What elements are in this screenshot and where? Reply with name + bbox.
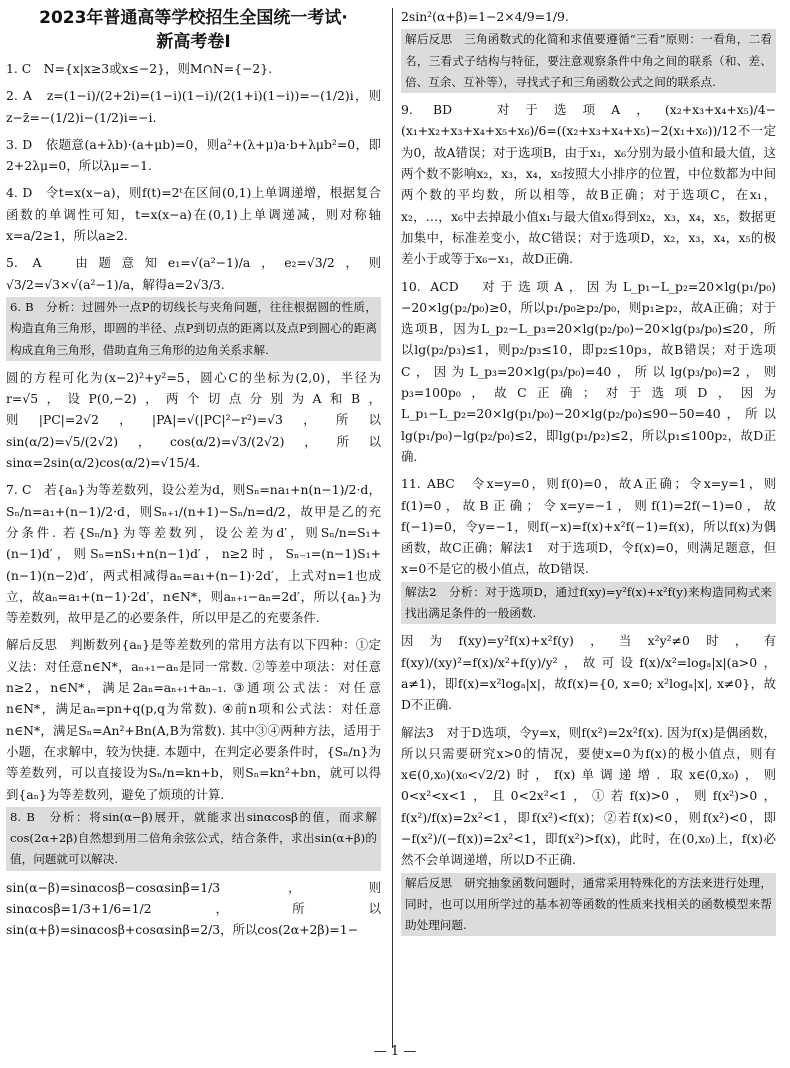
- analysis-note-box: 解法2 分析：对于选项D，通过f(xy)=y²f(x)+x²f(y)来构造同构式来找出满足条件的一般函数.: [401, 582, 776, 625]
- answer-paragraph: 圆的方程可化为(x−2)²+y²=5，圆心C的坐标为(2,0)，半径为r=√5，设P(0,−2)，两个切点分别为A和B，则|PC|=2√2，|PA|=√(|PC|²−r²)=√3，所以sin(α/2)=√5/(2√2)，cos(α/2)=√3/(2√2)，所以sinα=2sin(α/2)cos(α/2)=√15/4.: [6, 369, 381, 471]
- analysis-note-box: 6. B 分析：过圆外一点P的切线长与夹角问题，往往根据圆的性质，构造直角三角形，即圆的半径、点P到切点的距离以及点P到圆心的距离构成直角三角形，借助直角三角形的边角关系求解.: [6, 297, 381, 361]
- analysis-note-box: 8. B 分析：将sin(α−β)展开，就能求出sinαcosβ的值，而求解cos(2α+2β)自然想到用二倍角余弦公式，结合条件，求出sin(α+β)的值，问题就可以解决.: [6, 807, 381, 871]
- answer-paragraph: 7. C 若{aₙ}为等差数列，设公差为d，则Sₙ=na₁+n(n−1)/2·d，Sₙ/n=a₁+(n−1)/2·d，则Sₙ₊₁/(n+1)−Sₙ/n=d/2，故甲是乙的充分条件. 若{Sₙ/n}为等差数列，设公差为d′，则Sₙ/n=S₁+(n−1)d′，则Sₙ=nS₁+n(n−1)d′，n≥2时，Sₙ₋₁=(n−1)S₁+(n−1)(n−2)d′，两式相减得aₙ=a₁+(n−1)·2d′，上式对n=1也成立，故aₙ=a₁+(n−1)·2d′，n∈N*，则aₙ₊₁−aₙ=2d′，所以{aₙ}为等差数列，故甲是乙的必要条件，所以甲是乙的充要条件.: [6, 482, 381, 626]
- answer-paragraph: 解后反思 判断数列{aₙ}是等差数列的常用方法有以下四种：①定义法：对任意n∈N*，aₙ₊₁−aₙ是同一常数. ②等差中项法：对任意n≥2，n∈N*，满足2aₙ=aₙ₊₁+aₙ₋₁. ③通项公式法：对任意n∈N*，满足aₙ=pn+q(p,q为常数). ④前n项和公式法：对任意n∈N*，满足Sₙ=An²+Bn(A,B为常数). 其中③④两种方法，适用于小题，在求解中，较为快捷. 本题中，在判定必要条件时，{Sₙ/n}为等差数列，可以直接设为Sₙ/n=kn+b，则Sₙ=kn²+bn，就可以得到{aₙ}为等差数列，避免了烦琐的计算.: [6, 637, 381, 802]
- answer-paragraph: sin(α−β)=sinαcosβ−cosαsinβ=1/3，则sinαcosβ=1/3+1/6=1/2，所以sin(α+β)=sinαcosβ+cosαsinβ=2/3，所以cos(2α+2β)=1−: [6, 879, 381, 938]
- answer-paragraph: 2. A z=(1−i)/(2+2i)=(1−i)(1−i)/(2(1+i)(1−i))=−(1/2)i，则z−z̄=−(1/2)i−(1/2)i=−i.: [6, 88, 381, 125]
- column-divider: [392, 8, 393, 1048]
- answer-paragraph: 1. C N={x|x≥3或x≤−2}，则M∩N={−2}.: [6, 61, 273, 76]
- answer-paragraph: 10. ACD 对于选项A，因为L_p₁−L_p₂=20×lg(p₁/p₀)−20×lg(p₂/p₀)≥0，所以p₁/p₀≥p₂/p₀，则p₁≥p₂，故A正确；对于选项B，因为L_p₂−L_p₃=20×lg(p₂/p₀)−20×lg(p₃/p₀)≤20，所以lg(p₂/p₃)≤1，则p₂/p₃≤10，即p₂≤10p₃，故B错误；对于选项C，因为L_p₃=20×lg(p₃/p₀)=40，所以lg(p₃/p₀)=2，则p₃=100p₀，故C正确；对于选项D，因为L_p₁−L_p₂=20×lg(p₁/p₀)−20×lg(p₂/p₀)≤90−50=40，所以lg(p₁/p₀)−lg(p₂/p₀)≤2，即lg(p₁/p₂)≤2，所以p₁≤100p₂，故D正确.: [401, 278, 776, 464]
- answer-paragraph: 3. D 依题意(a+λb)·(a+μb)=0，则a²+(λ+μ)a·b+λμb²=0，即2+2λμ=0，所以λμ=−1.: [6, 136, 381, 174]
- right-column: [401, 6, 776, 938]
- analysis-note-box: 解后反思 研究抽象函数问题时，通常采用特殊化的方法来进行处理，同时，也可以用所学过的基本初等函数的性质来找相关的函数模型来帮助处理问题.: [401, 873, 776, 937]
- answer-paragraph: 5. A 由题意知e₁=√(a²−1)/a，e₂=√3/2，则√3/2=√3×√(a²−1)/a，解得a=2√3/3.: [6, 255, 381, 292]
- page-number: — 1 —: [373, 1044, 417, 1059]
- analysis-note-box: 解后反思 三角函数式的化简和求值要遵循“三看”原则：一看角，二看名，三看式子结构与特征，要注意观察条件中角之间的联系（和、差、倍、互余、互补等），寻找式子和三角函数公式之间的联系点.: [401, 29, 776, 93]
- answer-paragraph: 2sin²(α+β)=1−2×4/9=1/9.: [401, 9, 569, 24]
- page-title-line2: 新高考卷Ⅰ: [156, 32, 231, 52]
- answer-paragraph: 因为f(xy)=y²f(x)+x²f(y)，当x²y²≠0时，有f(xy)/(xy)²=f(x)/x²+f(y)/y²，故可设f(x)/x²=logₐ|x|(a>0，a≠1)，即f(x)=x²logₐ|x|，故f(x)={0, x=0; x²logₐ|x|, x≠0}，故D不正确.: [401, 633, 776, 713]
- answer-paragraph: 9. BD 对于选项A，(x₂+x₃+x₄+x₅)/4−(x₁+x₂+x₃+x₄+x₅+x₆)/6=((x₂+x₃+x₄+x₅)−2(x₁+x₆))/12不一定为0，故A错误；对于选项B，由于x₁，x₆分别为最小值和最大值，这两个数不影响x₂，x₃，x₄，x₅按照大小排序的位置，中位数都为中间两个数的平均数，所以相等，故B正确；对于选项C，在x₁，x₂，…，x₆中去掉最小值x₁与最大值x₆得到x₂，x₃，x₄，x₅，数据更加集中，标准差变小，故C错误；对于选项D，x₂，x₃，x₄，x₅的极差小于或等于x₆−x₁，故D正确.: [401, 102, 776, 267]
- page-title-line1: 2023年普通高等学校招生全国统一考试·: [39, 8, 348, 28]
- left-column: [6, 6, 381, 941]
- answer-paragraph: 4. D 令t=x(x−a)，则f(t)=2ᵗ在区间(0,1)上单调递增，根据复合函数的单调性可知，t=x(x−a)在(0,1)上单调递减，则对称轴x=a/2≥1，所以a≥2.: [6, 185, 381, 244]
- answer-paragraph: 解法3 对于D选项，令y=x，则f(x²)=2x²f(x). 因为f(x)是偶函数，所以只需要研究x>0的情况，要使x=0为f(x)的极小值点，则有x∈(0,x₀)(x₀<√2/2)时，f(x)单调递增. 取x∈(0,x₀)，则0<x²<x<1，且0<2x²<1，①若f(x)>0，则f(x²)>0，f(x²)/f(x)=2x²<1，即f(x²)<f(x)；②若f(x)<0，则f(x²)<0，即−f(x²)/(−f(x))=2x²<1，即f(x²)>f(x)，此时，在(0,x₀)上，f(x)必然不会单调递增，所以D不正确.: [401, 724, 776, 868]
- answer-paragraph: 11. ABC 令x=y=0，则f(0)=0，故A正确；令x=y=1，则f(1)=0，故B正确；令x=y=−1，则f(1)=2f(−1)=0，故f(−1)=0，令y=−1，则f(−x)=f(x)+x²f(−1)=f(x)，所以f(x)为偶函数，故C正确；解法1 对于选项D，令f(x)=0，则满足题意，但x=0不是它的极小值点，故D错误.: [401, 476, 776, 577]
